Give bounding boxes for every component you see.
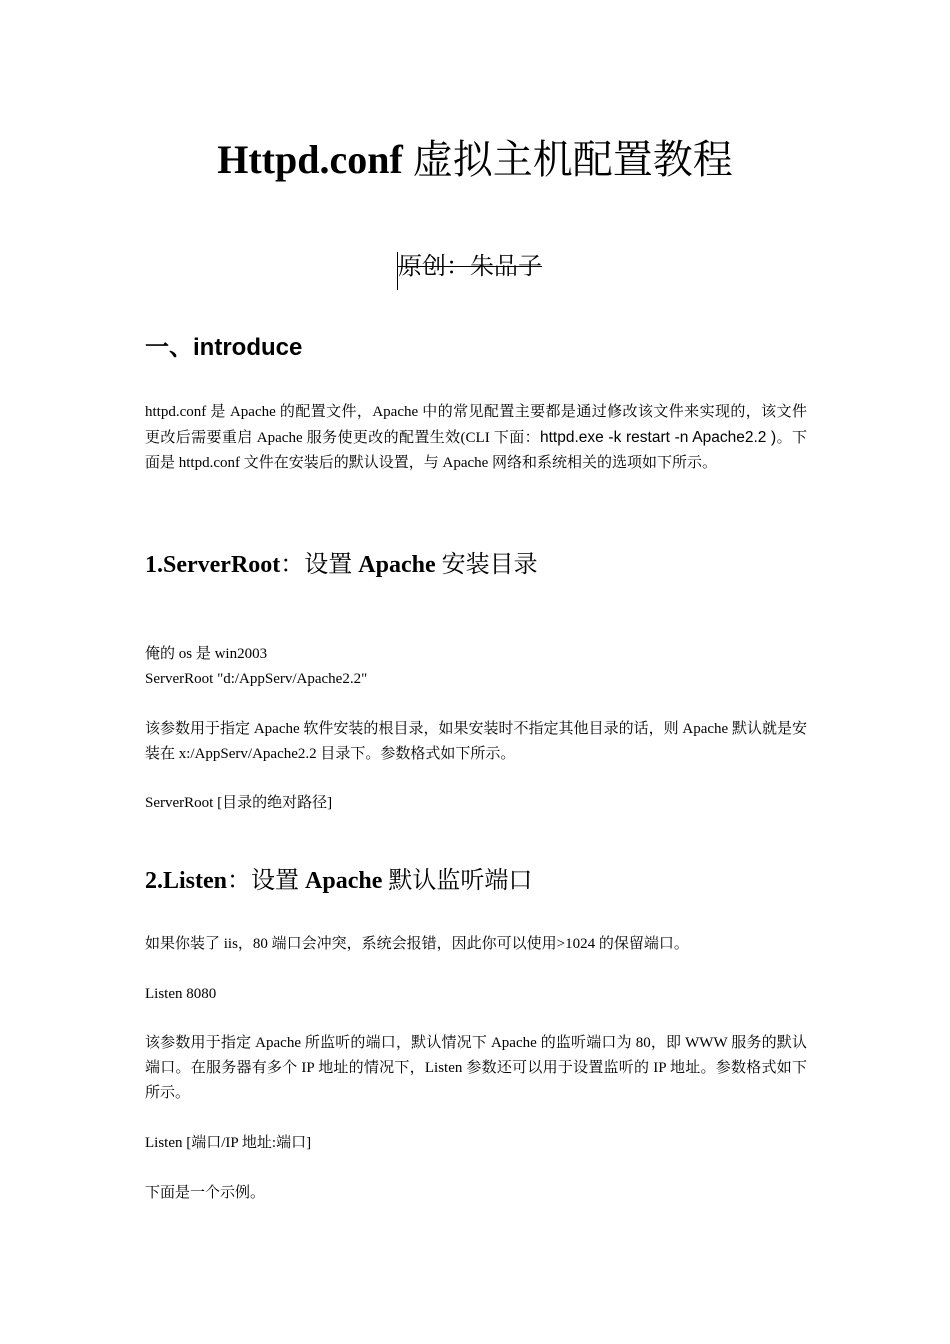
serverroot-heading-keyword: 1.ServerRoot — [145, 552, 281, 578]
serverroot-heading-apache: Apache — [358, 552, 436, 578]
listen-format: Listen [端口/IP 地址:端口] — [145, 1135, 312, 1151]
serverroot-heading-text-2: 安装目录 — [441, 550, 538, 578]
serverroot-example: ServerRoot "d:/AppServ/Apache2.2" — [145, 671, 368, 687]
intro-command: httpd.exe -k restart -n Apache2.2 ) — [539, 429, 777, 446]
author-line: 原创：朱品子 — [398, 252, 542, 280]
intro-text-2: 。下面是 httpd.conf 文件在安装后的默认设置，与 Apache 网络和系统相关的选项如下所示。 — [145, 430, 807, 471]
listen-example: Listen 8080 — [145, 986, 217, 1002]
listen-description: 该参数用于指定 Apache 所监听的端口，默认情况下 Apache 的监听端口为 80，即 WWW 服务的默认端口。在服务器有多个 IP 地址的情况下，Listen 参数还可以用于设置监听的 IP 地址。参数格式如下所示。 — [145, 1035, 807, 1101]
listen-heading-text: ：设置 — [227, 866, 300, 894]
listen-heading-apache: Apache — [305, 868, 383, 894]
listen-heading-keyword: 2.Listen — [145, 868, 228, 894]
os-line: 俺的 os 是 win2003 — [145, 646, 268, 662]
title-latin: Httpd.conf — [217, 137, 403, 182]
document-title — [0, 136, 950, 184]
section-heading-listen — [145, 865, 532, 896]
serverroot-description: 该参数用于指定 Apache 软件安装的根目录，如果安装时不指定其他目录的话，则 Apache 默认就是安装在 x:/AppServ/Apache2.2 目录下。参数格式如下所示。 — [145, 721, 807, 762]
serverroot-format: ServerRoot [目录的绝对路径] — [145, 795, 333, 811]
serverroot-heading-text: ：设置 — [280, 550, 353, 578]
listen-example-intro: 下面是一个示例。 — [145, 1185, 266, 1201]
listen-note: 如果你装了 iis，80 端口会冲突，系统会报错，因此你可以使用>1024 的保留端口。 — [145, 936, 689, 952]
section-heading-introduce: 一、introduce — [145, 334, 303, 361]
intro-paragraph — [145, 400, 807, 476]
section-heading-serverroot — [145, 549, 538, 580]
title-cjk: 虚拟主机配置教程 — [412, 137, 733, 183]
listen-heading-text-2: 默认监听端口 — [388, 866, 533, 894]
intro-text-1: httpd.conf 是 Apache 的配置文件，Apache 中的常见配置主要都是通过修改该文件来实现的，该文件更改后需要重启 Apache 服务使更改的配置生效(CLI 下面： — [145, 404, 807, 446]
